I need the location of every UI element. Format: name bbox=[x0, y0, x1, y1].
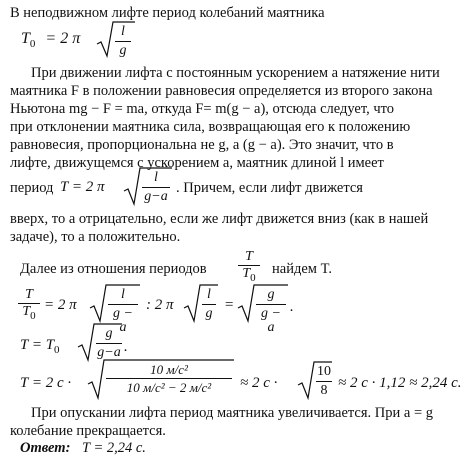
r2-radical bbox=[78, 322, 124, 362]
t0-symbol: T bbox=[21, 30, 30, 47]
period-den: g−a bbox=[144, 189, 168, 204]
ratio-den-sub: 0 bbox=[250, 271, 256, 284]
r1-rad3-num: g bbox=[267, 287, 275, 302]
r1-eq2: = bbox=[224, 297, 235, 313]
r3-lhs: T = 2 с · bbox=[20, 375, 72, 391]
r1-rad2-num: l bbox=[207, 287, 211, 302]
r3-tail: ≈ 2 с · 1,12 ≈ 2,24 с. bbox=[338, 375, 462, 391]
r1-rad-den: g − a bbox=[113, 306, 133, 335]
ratio-fraction bbox=[238, 250, 260, 284]
t0-formula-lhs bbox=[21, 31, 80, 50]
r2-rad-num: g bbox=[105, 326, 113, 341]
answer-value: T = 2,24 с. bbox=[82, 440, 146, 456]
r1-rad-num: l bbox=[121, 287, 125, 302]
r3-rad-den: 8 bbox=[320, 383, 328, 398]
r1-radical-2 bbox=[184, 283, 220, 323]
r1-fraction bbox=[18, 288, 40, 322]
intro-line: В неподвижном лифте период колебаний маятника bbox=[10, 5, 325, 21]
r3-approx1: ≈ 2 с · bbox=[240, 375, 278, 391]
answer-label: Ответ: bbox=[20, 440, 71, 456]
r1-num: T bbox=[25, 287, 33, 302]
r3-num: 10 м/с² bbox=[150, 362, 188, 377]
r3-den: 10 м/с² − 2 м/с² bbox=[126, 380, 212, 395]
conclusion-line-2: колебание прекращается. bbox=[10, 423, 166, 439]
r2-rad-den: g−a bbox=[97, 345, 121, 360]
r1-den: T bbox=[22, 304, 31, 319]
ratio-intro: Далее из отношения периодов bbox=[20, 261, 207, 277]
r2-lhs bbox=[20, 338, 60, 356]
para-line-10: вверх, то a отрицательно, если же лифт движется вниз (как в нашей bbox=[10, 211, 429, 227]
period-num: l bbox=[154, 170, 158, 185]
r1-radical-1 bbox=[90, 283, 142, 335]
period-word: период bbox=[10, 180, 54, 196]
ratio-den: T bbox=[242, 266, 251, 281]
r1-den-sub: 0 bbox=[30, 309, 36, 322]
r1-rad2-den: g bbox=[205, 306, 213, 321]
r3-radical bbox=[88, 358, 236, 400]
r1-div: : 2 π bbox=[146, 297, 174, 313]
t0-den: g bbox=[119, 43, 127, 58]
period-continuation: . Причем, если лифт движется bbox=[176, 180, 363, 196]
r1-radical-3 bbox=[238, 283, 290, 335]
t0-num: l bbox=[121, 24, 125, 39]
r2-lhs-text: T = T bbox=[20, 337, 55, 353]
para-line-4: маятника F в положении равновесия определяется из второго закона bbox=[10, 83, 433, 99]
para-line-3: При движении лифта с постоянным ускорением a натяжение нити bbox=[31, 65, 440, 81]
answer-row bbox=[20, 441, 146, 456]
para-line-6: при отклонении маятника сила, возвращающая его к положению bbox=[10, 119, 411, 135]
r1-rad3-den: g − a bbox=[261, 306, 281, 335]
para-line-7: равновесия, пропорциональна не g, а (g − a). Это значит, что в bbox=[10, 137, 394, 153]
para-line-5: Ньютона mg − F = ma, откуда F= m(g − a), отсюда следует, что bbox=[10, 101, 395, 117]
r1-end: . bbox=[290, 299, 294, 315]
conclusion-line-1: При опускании лифта период маятника увеличивается. При a = g bbox=[31, 405, 434, 421]
r2-sub: 0 bbox=[54, 344, 60, 356]
r2-end: . bbox=[124, 339, 128, 355]
period-radical bbox=[124, 166, 174, 206]
r3-rad-num: 10 bbox=[317, 364, 331, 379]
t0-subscript: 0 bbox=[29, 38, 36, 51]
r3-radical-2 bbox=[298, 360, 334, 400]
para-line-11: задаче), то a положительно. bbox=[10, 229, 181, 245]
period-lhs: T = 2 π bbox=[60, 179, 105, 195]
para-line-8: лифте, движущемся с ускорением a, маятник длиной l имеет bbox=[10, 155, 384, 171]
r1-eq: = 2 π bbox=[44, 297, 77, 313]
ratio-find: найдем T. bbox=[272, 261, 332, 277]
ratio-num: T bbox=[245, 249, 253, 264]
t0-rhs: = 2 π bbox=[45, 30, 81, 47]
t0-radical bbox=[97, 20, 137, 58]
